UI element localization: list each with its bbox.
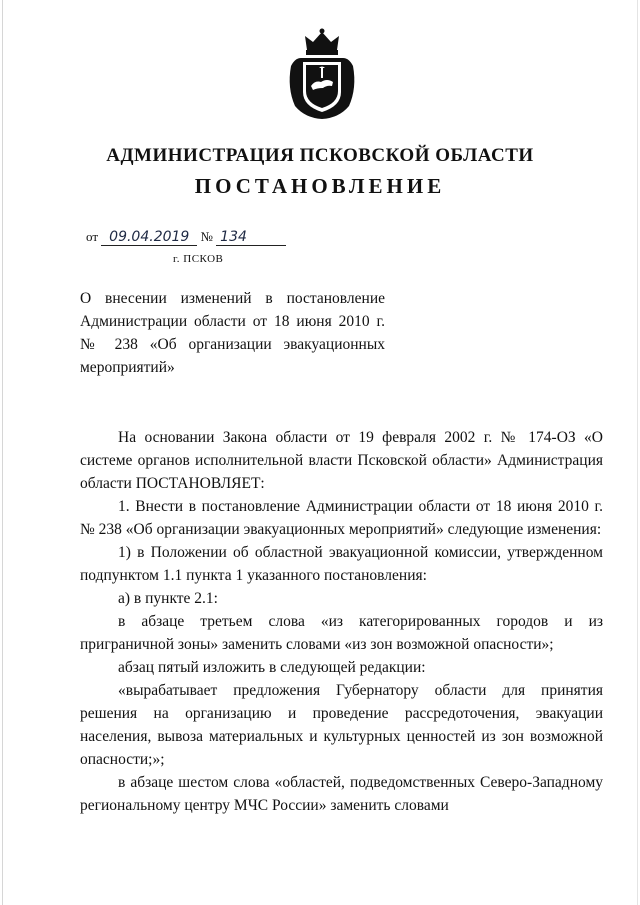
paragraph: На основании Закона области от 19 февраля 2002 г. № 174-ОЗ «О системе органов исполнительной власти Псковской области» Администрация области ПОСТАНОВЛЯЕТ: xyxy=(80,429,603,492)
organization-title: АДМИНИСТРАЦИЯ ПСКОВСКОЙ ОБЛАСТИ xyxy=(106,145,534,166)
document-type: ПОСТАНОВЛЕНИЕ xyxy=(194,174,446,198)
paragraph: в абзаце третьем слова «из категорированных городов и из приграничной зоны» заменить словами «из зон возможной опасности»; xyxy=(80,613,603,653)
number-prefix: № xyxy=(200,229,213,244)
document-subject: О внесении изменений в постановление Администрации области от 18 июня 2010 г. № 238 «Об организации эвакуационных мероприятий» xyxy=(80,290,385,376)
document-meta xyxy=(86,229,286,246)
document-city: г. ПСКОВ xyxy=(173,253,224,265)
paragraph: 1. Внести в постановление Администрации области от 18 июня 2010 г. № 238 «Об организации эвакуационных мероприятий» следующие изменения: xyxy=(80,498,603,538)
paragraph: «вырабатывает предложения Губернатору области для принятия решения на организацию и проведение рассредоточения, эвакуации населения, вывоза материальных и культурных ценностей из зон возможной опасности;»; xyxy=(80,682,603,768)
paragraph: а) в пункте 2.1: xyxy=(118,590,218,607)
document-body xyxy=(80,426,603,817)
document-date: 09.04.2019 xyxy=(101,229,197,246)
date-prefix: от xyxy=(86,229,99,244)
document-number: 134 xyxy=(216,229,286,246)
paragraph: в абзаце шестом слова «областей, подведомственных Северо-Западному региональному центру МЧС России» заменить словами xyxy=(80,774,603,814)
pskov-coat-of-arms-icon xyxy=(285,28,359,120)
paragraph: абзац пятый изложить в следующей редакции: xyxy=(118,659,426,676)
scan-edge-right xyxy=(637,0,638,905)
scan-edge-left xyxy=(2,0,3,905)
paragraph: 1) в Положении об областной эвакуационной комиссии, утвержденном подпунктом 1.1 пункта 1 указанного постановления: xyxy=(80,544,603,584)
